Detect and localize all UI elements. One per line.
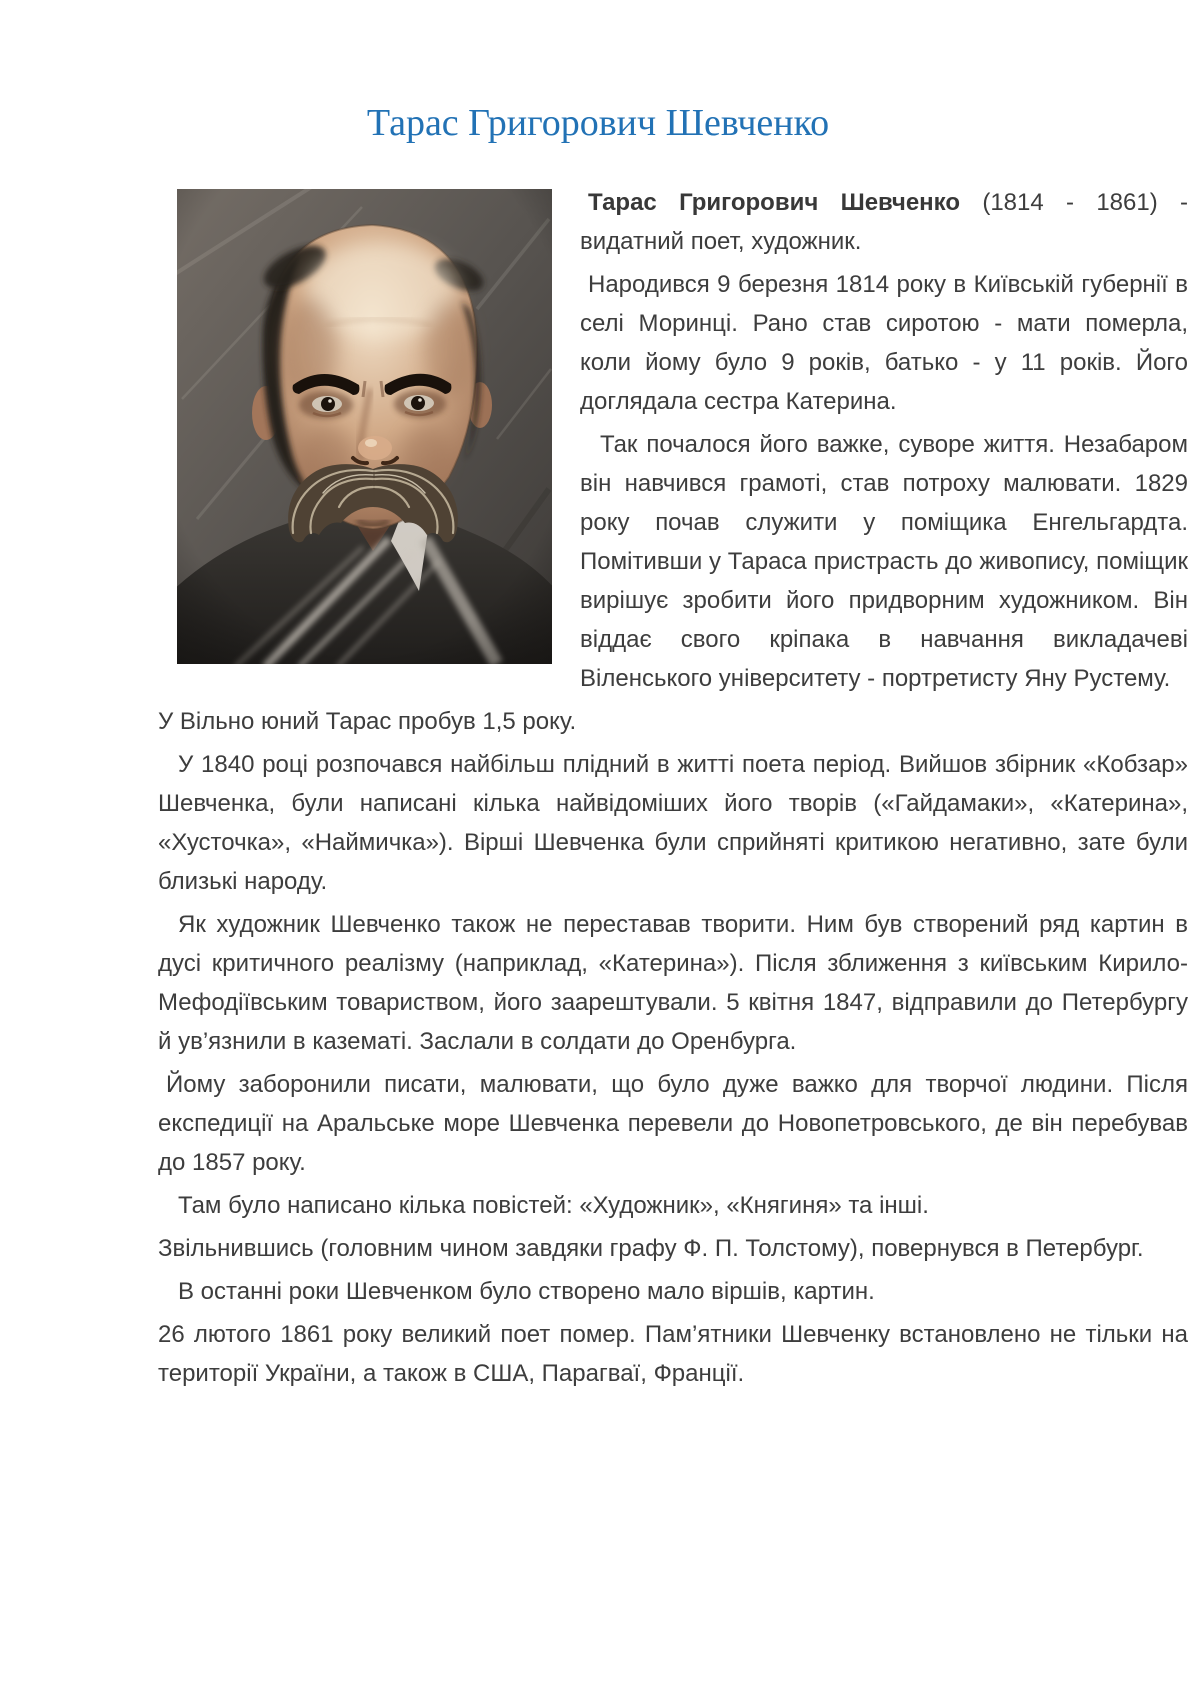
portrait-painting-icon	[177, 189, 552, 664]
page-title: Тарас Григорович Шевченко	[366, 102, 830, 144]
shevchenko-portrait	[177, 189, 552, 664]
article	[158, 183, 1188, 1393]
paragraph: У Вільно юний Тарас пробув 1,5 року.	[158, 708, 577, 735]
paragraph: В останні роки Шевченком було створено мало віршів, картин.	[178, 1278, 875, 1305]
paragraph: Народився 9 березня 1814 року в Київській губернії в селі Моринці. Рано став сиротою - мати померла, коли йому було 9 років, батько - у 11 років. Його доглядала сестра Катерина.	[580, 271, 1188, 415]
paragraph: У 1840 році розпочався найбільш плідний в житті поета період. Вийшов збірник «Кобзар» Шевченка, були написані кілька найвідоміших його творів («Гайдамаки», «Катерина», «Хусточка», «Наймичка»). Вірші Шевченка були сприйняті критикою негативно, зате були близькі народу.	[158, 751, 1188, 895]
paragraph: Як художник Шевченко також не переставав творити. Ним був створений ряд картин в дусі критичного реалізму (наприклад, «Катерина»). Після зближення з київським Кирило-Мефодіївським товариством, його заарештували. 5 квітня 1847, відправили до Петербургу й ув’язнили в казематі. Заслали в солдати до Оренбурга.	[158, 911, 1188, 1055]
person-name: Тарас Григорович Шевченко	[588, 189, 961, 216]
paragraph: Звільнившись (головним чином завдяки графу Ф. П. Толстому), повернувся в Петербург.	[158, 1235, 1144, 1262]
intro-text: (1814 - 1861) - видатний поет, художник.	[580, 189, 1189, 255]
paragraph: Йому заборонили писати, малювати, що було дуже важко для творчої людини. Після експедиції на Аральське море Шевченка перевели до Новопетровського, де він перебував до 1857 року.	[158, 1071, 1188, 1176]
paragraph: 26 лютого 1861 року великий поет помер. Пам’ятники Шевченку встановлено не тільки на території України, а також в США, Парагваї, Франції.	[158, 1321, 1188, 1387]
paragraph: Там було написано кілька повістей: «Художник», «Княгиня» та інші.	[178, 1192, 929, 1219]
paragraph: Так почалося його важке, суворе життя. Незабаром він навчився грамоті, став потроху малювати. 1829 року почав служити у поміщика Енгельгардта. Помітивши у Тараса пристрасть до живопису, поміщик вирішує зробити його придворним художником. Він віддає свого кріпака в навчання викладачеві Віленського університету - портретисту Яну Рустему.	[580, 431, 1188, 692]
